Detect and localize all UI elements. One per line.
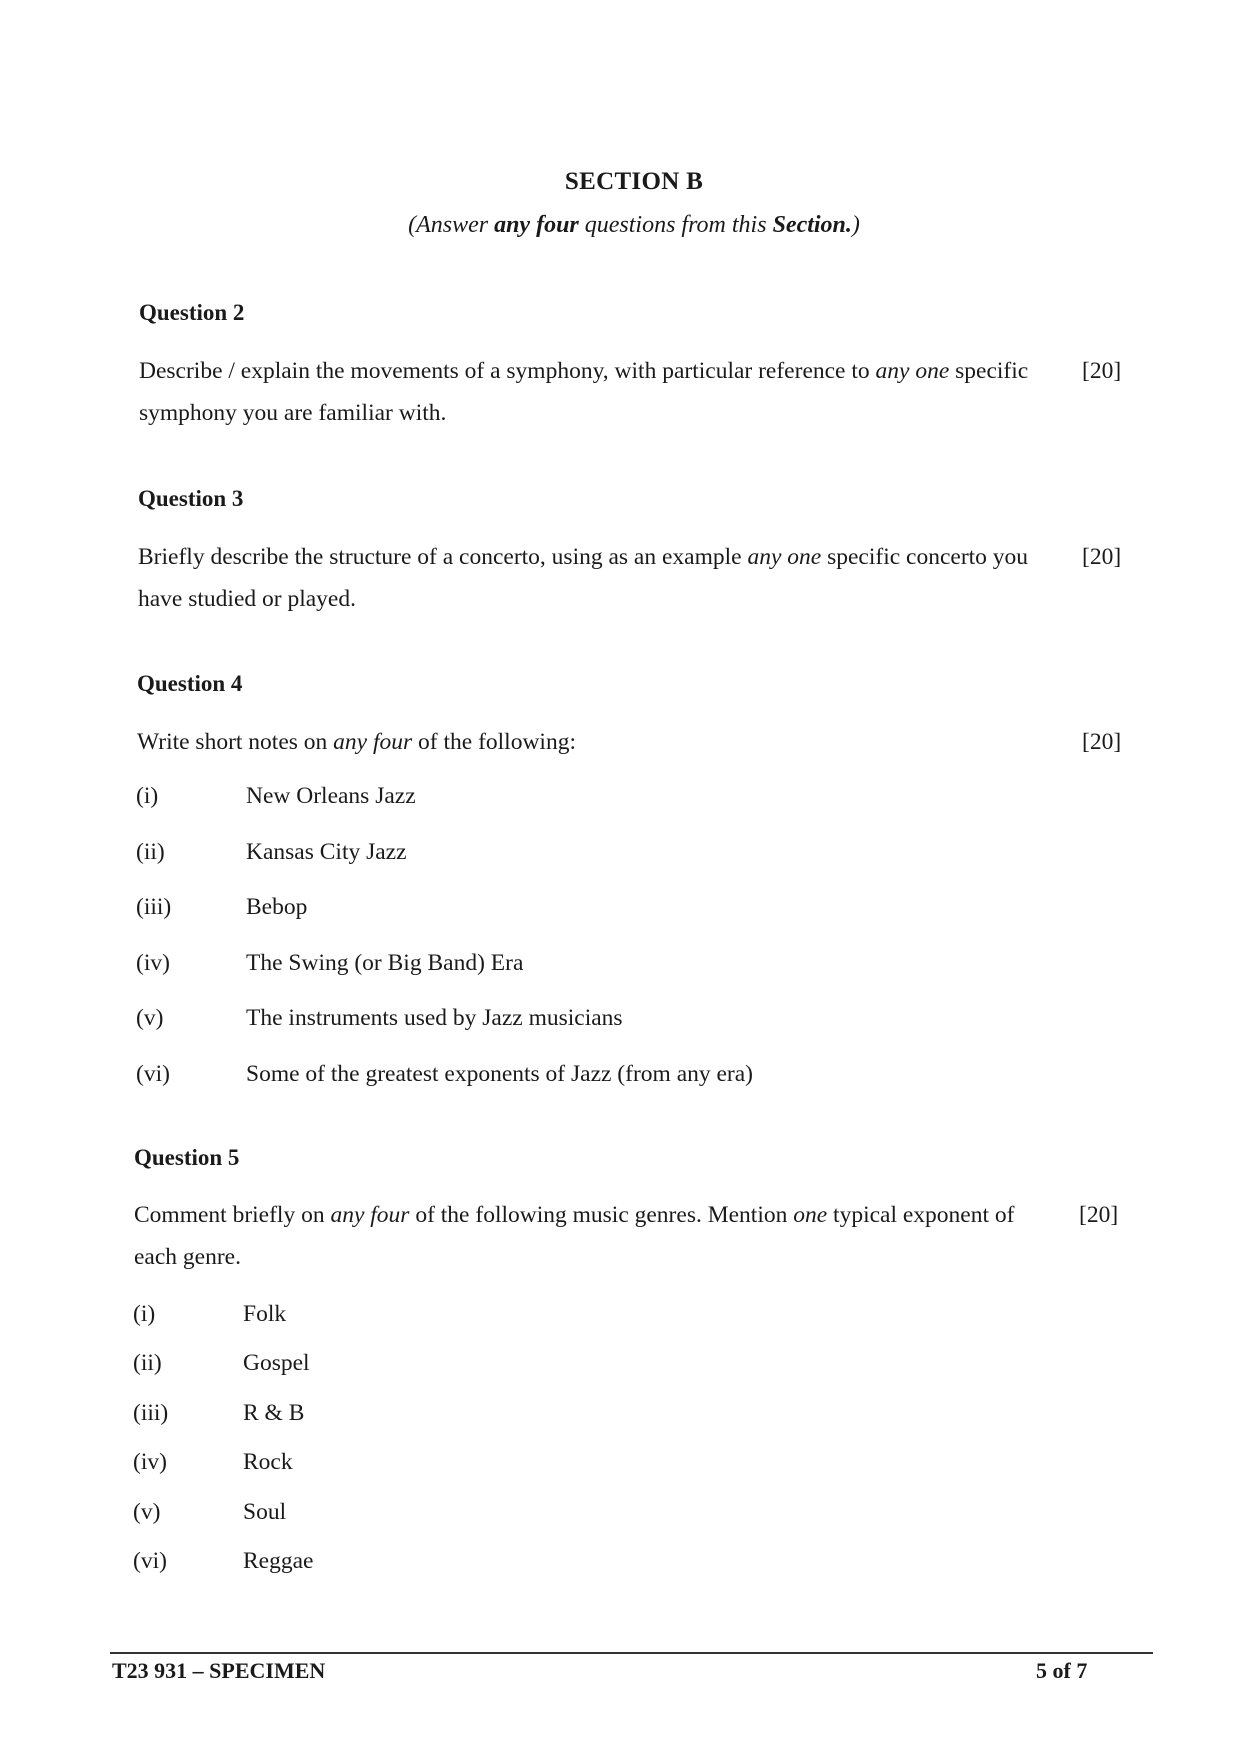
- question-2-marks: [20]: [1082, 358, 1122, 384]
- footer-divider: [110, 1652, 1153, 1654]
- question-4-text: Write short notes on any four of the following:: [137, 729, 576, 755]
- question-2-heading: Question 2: [139, 300, 245, 325]
- section-title: SECTION B: [564, 168, 704, 195]
- question-2-text: Describe / explain the movements of a symphony, with particular reference to any one specific symphony you are familiar with.: [139, 358, 1029, 426]
- question-3-marks: [20]: [1082, 544, 1122, 570]
- question-5-marks: [20]: [1079, 1202, 1119, 1228]
- question-5-heading: Question 5: [134, 1145, 240, 1170]
- page-number: 5 of 7: [1036, 1658, 1088, 1683]
- exam-page: SECTION B (Answer any four questions from this Section.) Question 2 Describe / explain the movements of a symphony, with particular reference to any one specific symphony you are familiar with. [20] Question 3 Briefly describe the structure of a concerto, using as an example any one specific concerto you have studied or played. [20] Question 4 Write short notes on any four of the following: [20] (i) New Orleans Jazz (ii) Kansas City Jazz (iii) Bebop (iv) The Swing (or Big Band) Era (v) The instruments used by Jazz musicians (vi) Some of the greatest exponents of Jazz (from any era) Question 5 Comment briefly on any four of the following music genres. Mention one typical exponent of each genre. [20] (i) Folk (ii) Gospel (iii) R & B (iv) Rock (v) Soul (vi) Reggae T23 931 – SPECIMEN 5 of 7: [0, 0, 1241, 1753]
- question-3-text: Briefly describe the structure of a concerto, using as an example any one specific concerto you have studied or played.: [138, 544, 1029, 612]
- paper-code: T23 931 – SPECIMEN: [112, 1658, 326, 1683]
- question-4-marks: [20]: [1082, 729, 1122, 755]
- question-5-text: Comment briefly on any four of the following music genres. Mention one typical exponent of each genre.: [134, 1202, 1015, 1270]
- question-3-heading: Question 3: [138, 486, 244, 511]
- question-4-heading: Question 4: [137, 671, 243, 696]
- section-instruction: (Answer any four questions from this Section.): [408, 212, 860, 238]
